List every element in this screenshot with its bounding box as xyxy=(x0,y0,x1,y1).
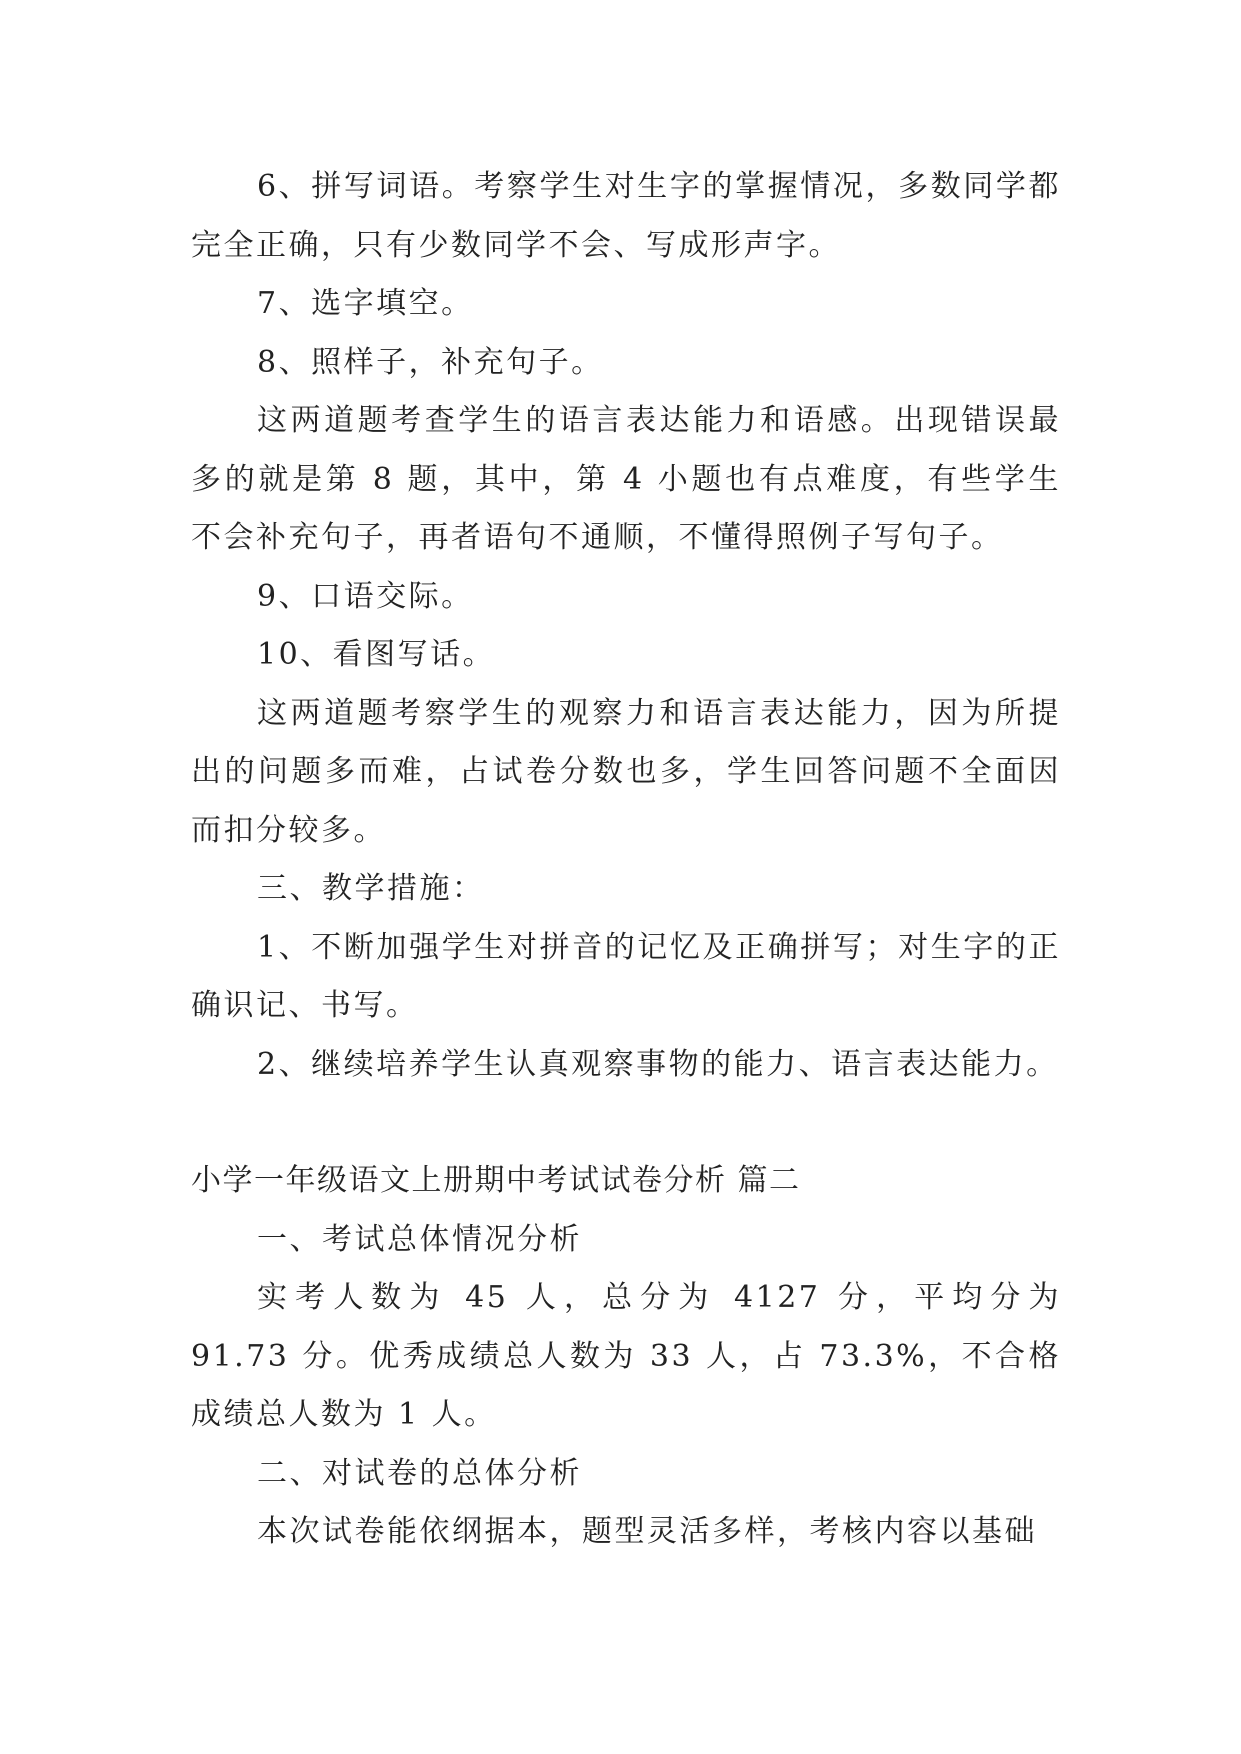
paragraph-paper-analysis: 本次试卷能依纲据本，题型灵活多样，考核内容以基础 xyxy=(257,1514,1037,1549)
paragraph-item-9: 9、口语交际。 xyxy=(257,578,474,614)
document-body xyxy=(191,158,1061,1562)
paragraph-item-7: 7、选字填空。 xyxy=(257,286,474,321)
section-heading-overall: 一、考试总体情况分析 xyxy=(257,1221,582,1257)
section-gap xyxy=(191,1094,1061,1152)
paragraph-item-8: 8、照样子，补充句子。 xyxy=(257,344,604,380)
paragraph-analysis-7-8: 这两道题考查学生的语言表达能力和语感。出现错误最多的就是第 8 题，其中，第 4 小题也有点难度，有些学生不会补充句子，再者语句不通顺，不懂得照例子写句子。 xyxy=(191,403,1061,555)
section-heading-teaching-measures: 三、教学措施： xyxy=(257,871,485,906)
section-heading-paper-analysis: 二、对试卷的总体分析 xyxy=(257,1455,582,1491)
paragraph-item-10: 10、看图写话。 xyxy=(257,637,496,672)
paragraph-statistics: 实考人数为 45 人，总分为 4127 分，平均分为 91.73 分。优秀成绩总人数为 33 人，占 73.3%，不合格成绩总人数为 1 人。 xyxy=(191,1280,1061,1432)
paragraph-measure-1: 1、不断加强学生对拼音的记忆及正确拼写；对生字的正确识记、书写。 xyxy=(191,929,1061,1023)
paragraph-measure-2: 2、继续培养学生认真观察事物的能力、语言表达能力。 xyxy=(257,1046,1059,1082)
document-section-title: 小学一年级语文上册期中考试试卷分析 篇二 xyxy=(191,1163,801,1198)
paragraph-item-6: 6、拼写词语。考察学生对生字的掌握情况，多数同学都完全正确，只有少数同学不会、写成形声字。 xyxy=(191,169,1061,263)
paragraph-analysis-9-10: 这两道题考察学生的观察力和语言表达能力，因为所提出的问题多而难，占试卷分数也多，学生回答问题不全面因而扣分较多。 xyxy=(191,695,1061,848)
